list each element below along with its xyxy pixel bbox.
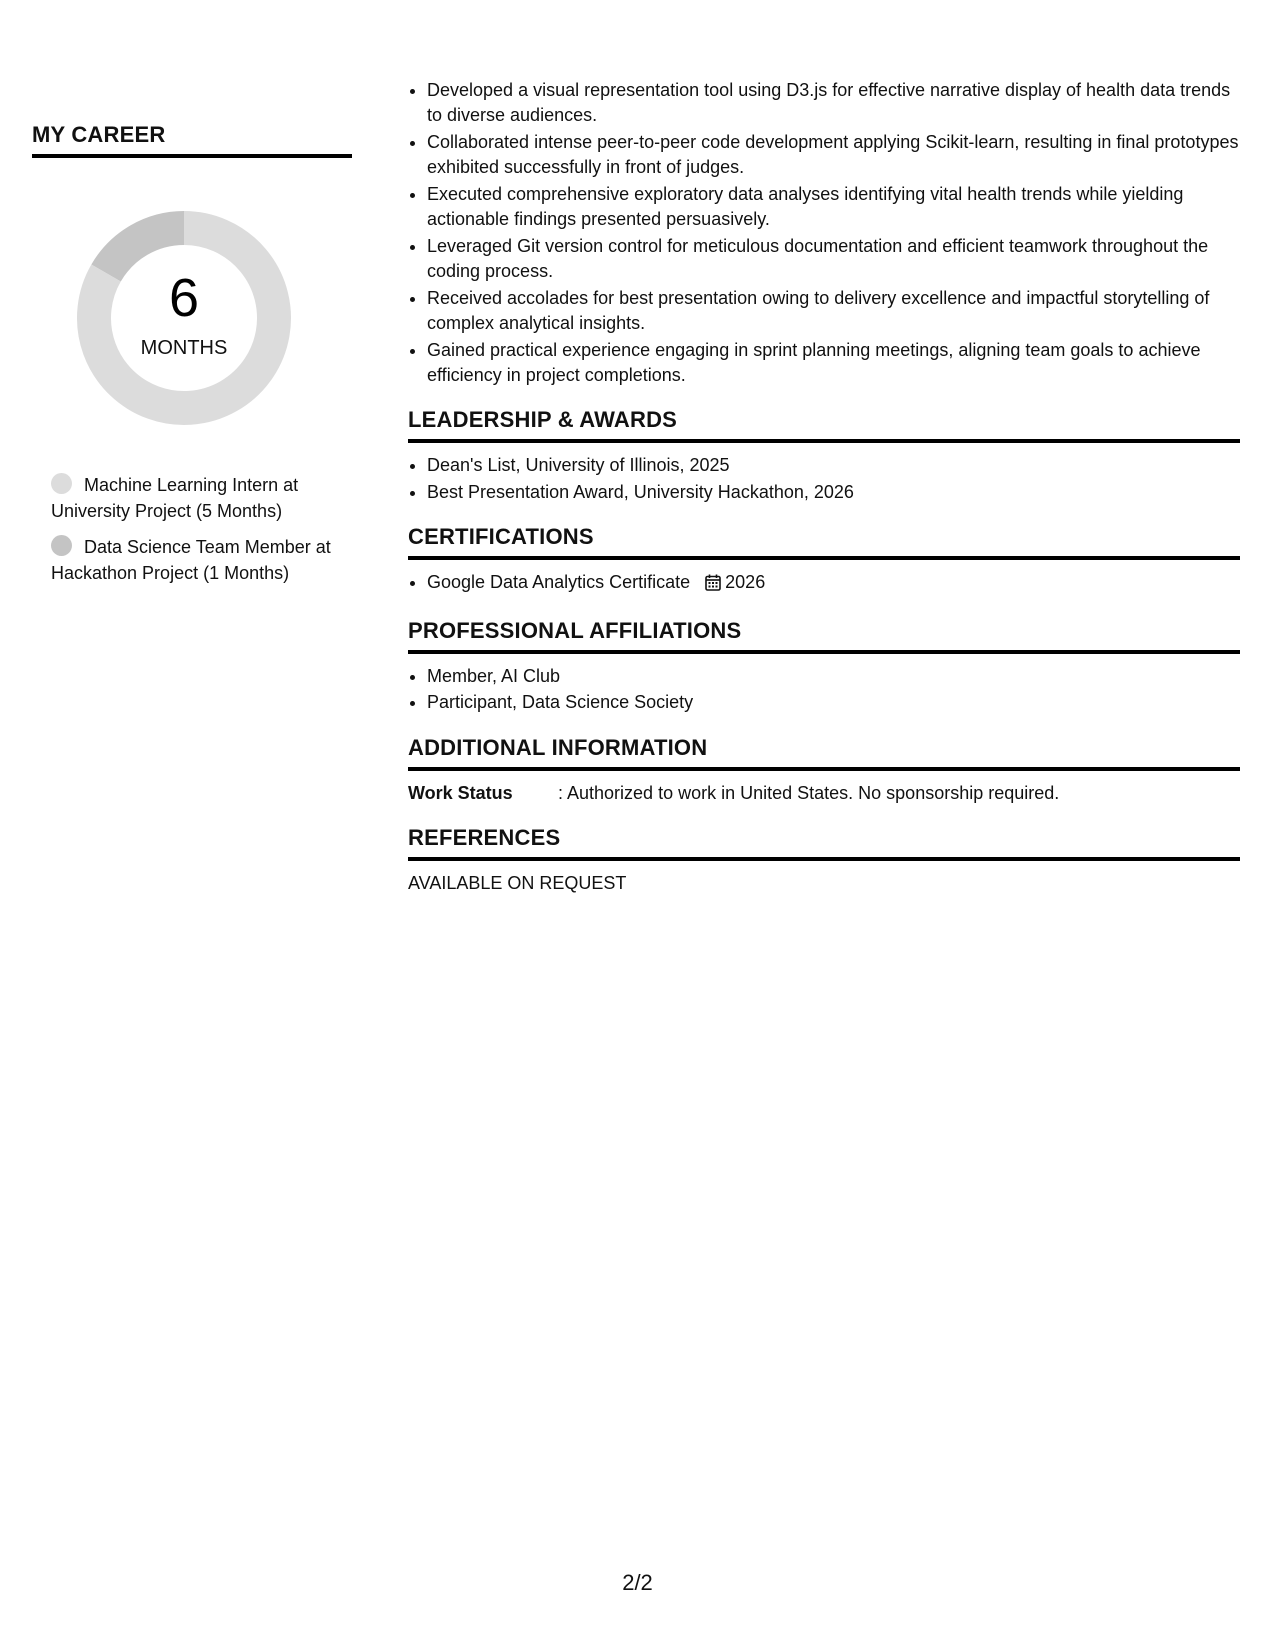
additional-info-heading: ADDITIONAL INFORMATION: [408, 735, 1240, 771]
affiliations-heading: PROFESSIONAL AFFILIATIONS: [408, 618, 1240, 654]
references-text: AVAILABLE ON REQUEST: [408, 872, 627, 893]
legend-dot: [51, 473, 72, 494]
career-legend: [51, 472, 341, 586]
career-sidebar: [32, 122, 352, 596]
affiliation-item: • Member, AI Club: [427, 664, 1240, 689]
certifications-list: [408, 570, 1240, 598]
legend-item: [51, 472, 341, 524]
leadership-item: • Dean's List, University of Illinois, 2025: [427, 453, 1240, 478]
experience-bullet-list: [408, 78, 1240, 387]
affiliations-section: [408, 618, 1240, 715]
leadership-list: [408, 453, 1240, 504]
work-status-row: [408, 781, 1240, 805]
experience-bullet: • Gained practical experience engaging in sprint planning meetings, aligning team goals to achieve efficiency in project completions.: [427, 338, 1240, 387]
leadership-heading: LEADERSHIP & AWARDS: [408, 407, 1240, 443]
donut-center: [64, 198, 304, 438]
experience-bullet: • Executed comprehensive exploratory data analyses identifying vital health trends while yielding actionable findings presented persuasively.: [427, 182, 1240, 231]
page-number: 2/2: [622, 1570, 653, 1595]
additional-info-section: [408, 735, 1240, 805]
experience-bullet: • Leveraged Git version control for meticulous documentation and efficient teamwork throughout the coding process.: [427, 234, 1240, 283]
experience-bullet: • Collaborated intense peer-to-peer code development applying Scikit-learn, resulting in final prototypes exhibited successfully in front of judges.: [427, 130, 1240, 179]
career-heading: MY CAREER: [32, 122, 352, 158]
leadership-item: • Best Presentation Award, University Hackathon, 2026: [427, 480, 1240, 505]
references-section: [408, 825, 1240, 894]
calendar-icon: [705, 573, 721, 598]
certification-name: Google Data Analytics Certificate: [427, 572, 691, 592]
career-donut-chart: [64, 198, 304, 438]
certifications-heading: CERTIFICATIONS: [408, 524, 1240, 560]
legend-dot: [51, 535, 72, 556]
references-heading: REFERENCES: [408, 825, 1240, 861]
certification-item: [427, 570, 1240, 598]
legend-item: [51, 534, 341, 586]
affiliation-item: • Participant, Data Science Society: [427, 690, 1240, 715]
main-content: [408, 78, 1240, 894]
certifications-section: [408, 524, 1240, 598]
affiliations-list: [408, 664, 1240, 715]
leadership-section: [408, 407, 1240, 504]
legend-label: Machine Learning Intern at University Project (5 Months): [51, 475, 299, 521]
work-status-label: Work Status: [408, 782, 513, 803]
experience-bullet: • Developed a visual representation tool using D3.js for effective narrative display of health data trends to diverse audiences.: [427, 78, 1240, 127]
certification-year: 2026: [725, 572, 766, 592]
donut-total-unit: MONTHS: [140, 337, 228, 359]
donut-total-number: 6: [168, 268, 200, 328]
legend-label: Data Science Team Member at Hackathon Project (1 Months): [51, 537, 331, 583]
experience-bullet: • Received accolades for best presentation owing to delivery excellence and impactful storytelling of complex analytical insights.: [427, 286, 1240, 335]
work-status-value: : Authorized to work in United States. No sponsorship required.: [558, 782, 1060, 803]
